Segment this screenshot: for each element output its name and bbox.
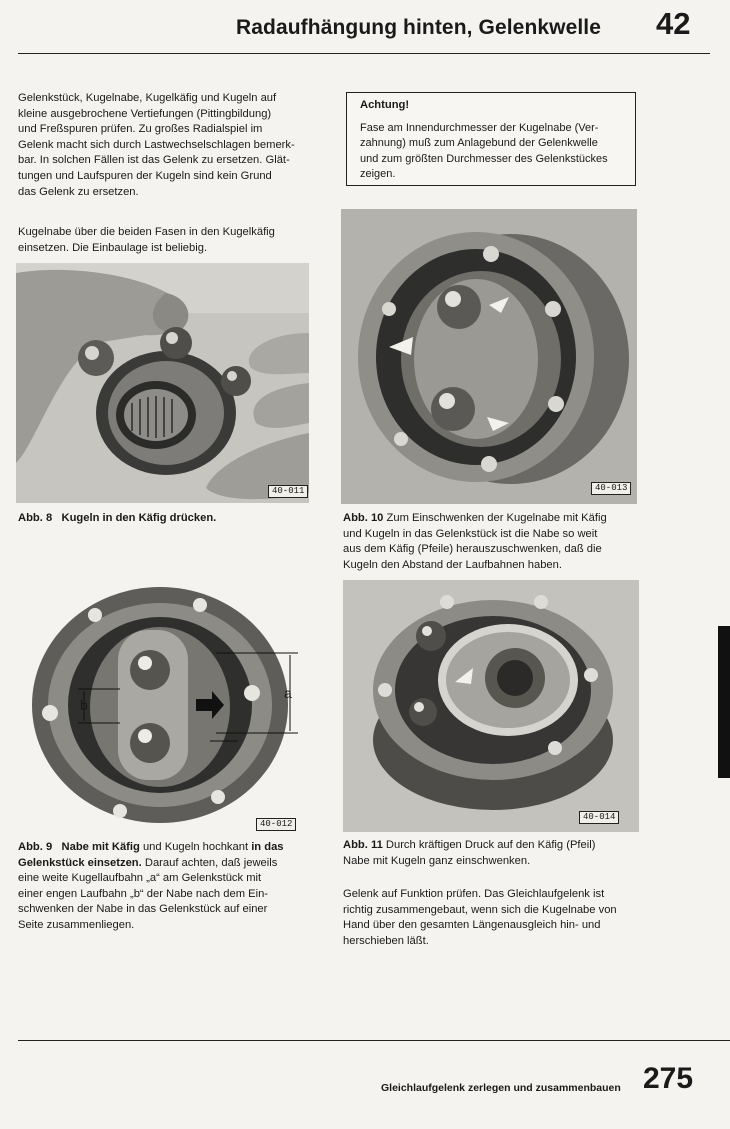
header-rule [18, 53, 710, 54]
figure-8-code: 40-011 [268, 485, 308, 498]
figure-8-caption: Abb. 8 Kugeln in den Käfig drücken. [18, 512, 217, 524]
figure-9-caption: Abb. 9 Nabe mit Käfig und Kugeln hochkant in das Gelenkstück einsetzen. Darauf achten, daß jeweils eine weite Kugellaufbahn „a“ am Gelenkstück mit einer engen Laufbahn „b“ der Nabe nach dem Ein- schwenken der Nabe in das Gelenkstück auf einer Seite zusammenliegen. [18, 841, 284, 931]
figure-10-code: 40-013 [591, 482, 631, 495]
footer-section-title: Gleichlaufgelenk zerlegen und zusammenbauen [381, 1082, 621, 1094]
warning-box [346, 92, 636, 186]
page-number: 275 [643, 1062, 694, 1095]
warning-text: Fase am Innendurchmesser der Kugelnabe (Ver- zahnung) muß zum Anlagebund der Gelenkwelle und zum größten Durchmesser des Gelenkstückes zeigen. [360, 122, 608, 181]
page-title: Radaufhängung hinten, Gelenkwelle [236, 16, 602, 39]
dimension-b-label: b [80, 697, 88, 713]
dimension-a-label: a [284, 685, 292, 701]
figure-10-photo [341, 209, 637, 504]
chapter-side-tab [718, 626, 730, 778]
figure-8-photo [16, 263, 309, 503]
hub-upright-in-housing-illustration [20, 575, 302, 835]
figure-11-code: 40-014 [579, 811, 619, 824]
joint-tilted-hub-illustration [341, 209, 637, 504]
figure-9-photo [20, 575, 302, 835]
figure-9-code: 40-012 [256, 818, 296, 831]
chapter-number: 42 [656, 6, 691, 41]
hub-swung-in-illustration [343, 580, 639, 832]
hands-holding-joint-illustration [16, 263, 309, 503]
figure-11-caption: Abb. 11 Durch kräftigen Druck auf den Käfig (Pfeil) Nabe mit Kugeln ganz einschwenken. [343, 839, 596, 867]
intro-paragraph: Gelenkstück, Kugelnabe, Kugelkäfig und Kugeln auf kleine ausgebrochene Vertiefungen (Pittingbildung) und Freßspuren prüfen. Zu großes Radialspiel im Gelenk macht sich durch Lastwechselschlagen bemerk- bar. In solchen Fällen ist das Gelenk zu ersetzen. Glät- tungen und Laufspuren der Kugeln sind kein Grund das Gelenk zu ersetzen. [18, 92, 295, 198]
function-check-paragraph: Gelenk auf Funktion prüfen. Das Gleichlaufgelenk ist richtig zusammengebaut, wenn sich die Kugelnabe von Hand über den gesamten Längenausgleich hin- und herschieben läßt. [343, 888, 617, 947]
install-paragraph: Kugelnabe über die beiden Fasen in den Kugelkäfig einsetzen. Die Einbaulage ist beliebig. [18, 226, 275, 254]
warning-heading: Achtung! [360, 99, 410, 111]
footer-rule [18, 1040, 730, 1041]
figure-10-caption: Abb. 10 Zum Einschwenken der Kugelnabe mit Käfig und Kugeln in das Gelenkstück ist die Nabe so weit aus dem Käfig (Pfeile) herauszuschwenken, daß die Kugeln den Abstand der Laufbahnen haben. [343, 512, 607, 571]
figure-11-photo [343, 580, 639, 832]
